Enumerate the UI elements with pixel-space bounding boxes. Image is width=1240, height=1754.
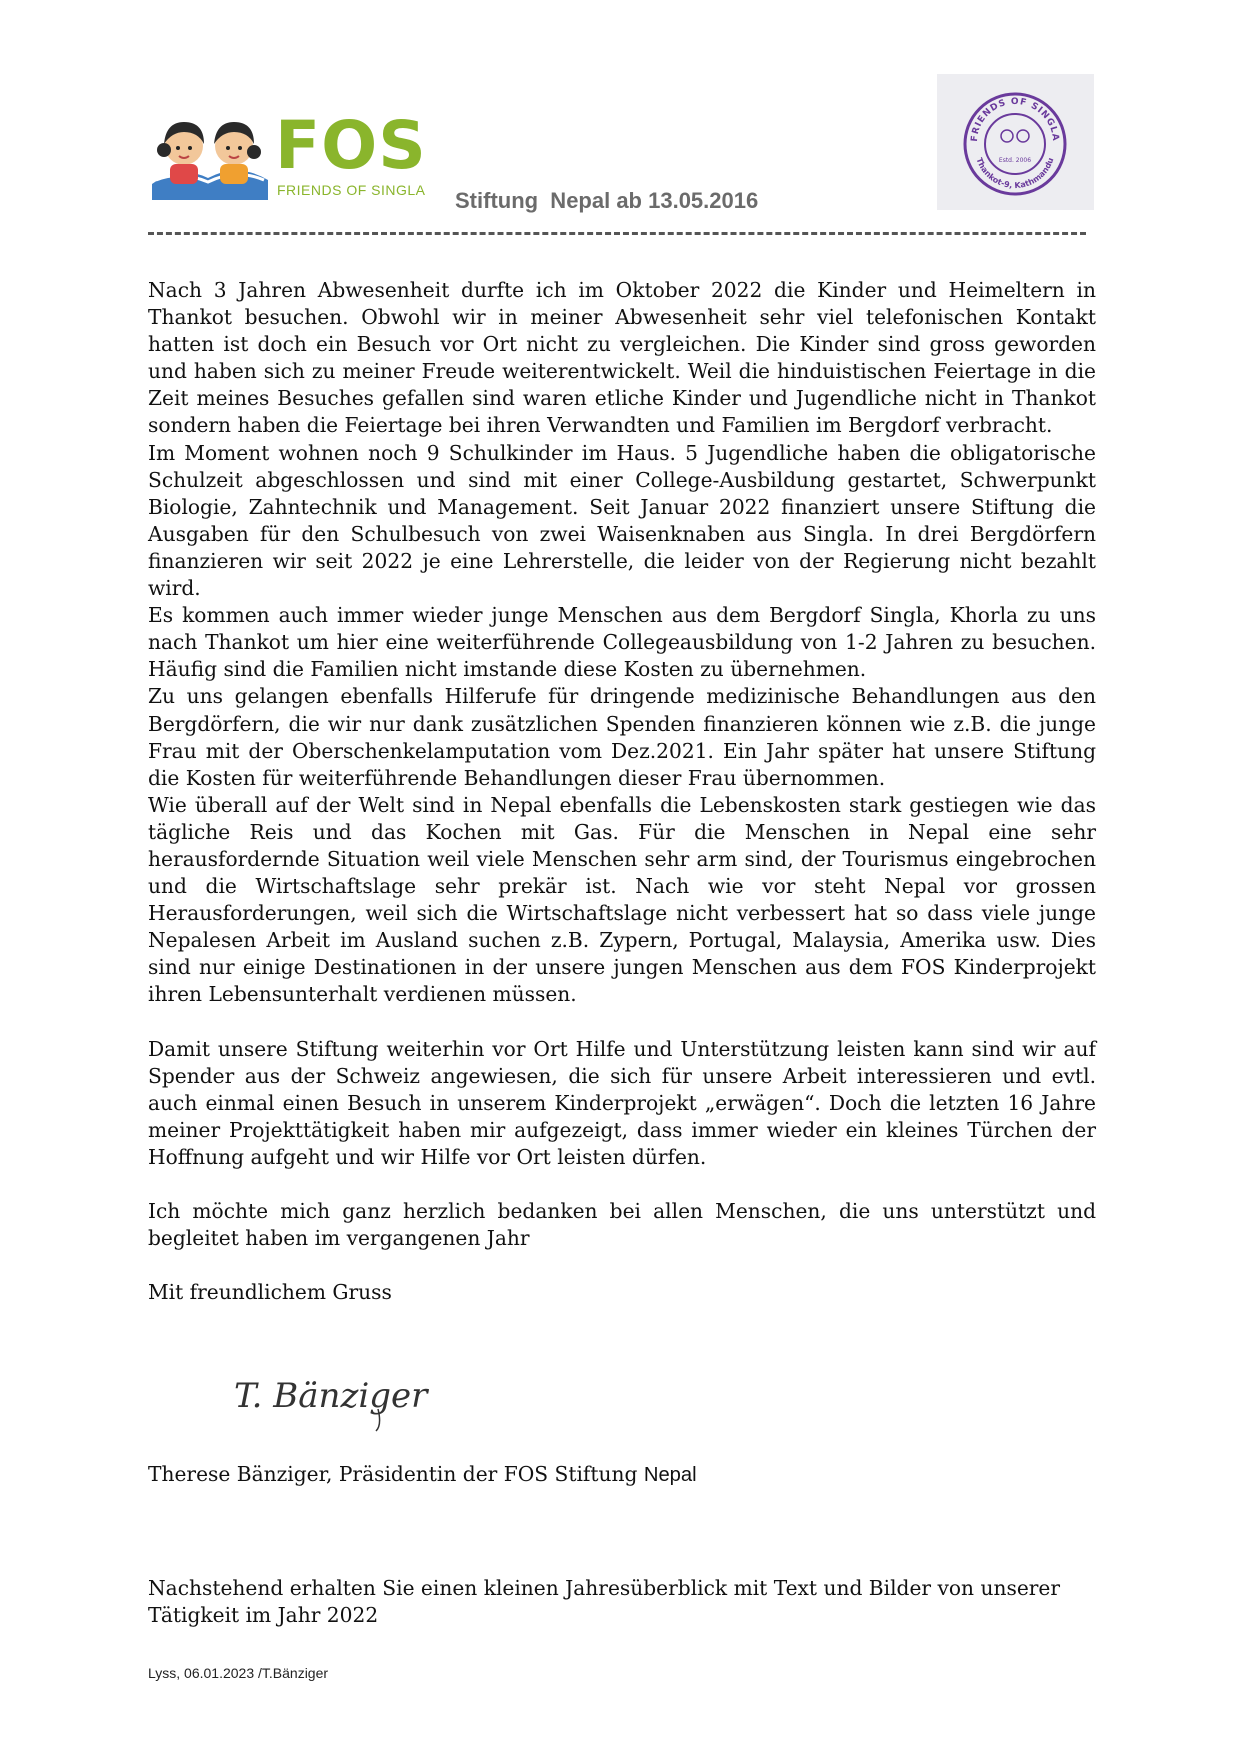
stamp-seal-icon [937, 74, 1094, 210]
two-children-icon [150, 114, 270, 200]
paragraph-college: Es kommen auch immer wieder junge Menschen aus dem Bergdorf Singla, Khorla zu uns nach Thankot um hier eine weiterführende Collegeausbildung von 1-2 Jahren zu besuchen. Häufig sind die Familien nicht imstande diese Kosten zu übernehmen. [148, 603, 1096, 682]
paragraph-visit: Nach 3 Jahren Abwesenheit durfte ich im Oktober 2022 die Kinder und Heimeltern in Thankot besuchen. Obwohl wir in meiner Abwesenheit sehr viel telefonischen Kontakt hatten ist doch ein Besuch vor Ort nicht zu vergleichen. Die Kinder sind gross geworden und haben sich zu meiner Freude weiterentwickelt. Weil die hinduistischen Feiertage in die Zeit meines Besuches gefallen sind waren etliche Kinder und Jugendliche nicht in Thankot sondern haben die Feiertage bei ihren Verwandten und Familien im Bergdorf verbracht. [148, 278, 1096, 438]
letter-body [148, 277, 1096, 1306]
closing-note-text: Nachstehend erhalten Sie einen kleinen Jahresüberblick mit Text und Bilder von unserer Tätigkeit im Jahr 2022 [148, 1576, 1061, 1628]
header-title: Stiftung Nepal ab 13.05.2016 [455, 188, 759, 213]
closing-note [148, 1575, 1096, 1629]
paragraph-greeting: Mit freundlichem Gruss [148, 1280, 392, 1305]
stamp-bottom-text: Thankot-9, Kathmandu [974, 156, 1056, 191]
fos-logo [150, 107, 430, 210]
stamp-center-text: Estd. 2006 [998, 157, 1032, 164]
header-divider [148, 232, 1086, 235]
paragraph-students: Im Moment wohnen noch 9 Schulkinder im Haus. 5 Jugendliche haben die obligatorische Schulzeit abgeschlossen und sind mit einer College-Ausbildung gestartet, Schwerpunkt Biologie, Zahntechnik und Management. Seit Januar 2022 finanziert unsere Stiftung die Ausgaben für den Schulbesuch von zwei Waisenknaben aus Singla. In drei Bergdörfern finanzieren wir seit 2022 je eine Lehrerstelle, die leider von der Regierung nicht bezahlt wird. [148, 440, 1096, 601]
signer-suffix: Nepal [643, 1464, 697, 1486]
logo-wordmark: FOS [275, 107, 427, 184]
paragraph-medical: Zu uns gelangen ebenfalls Hilferufe für dringende medizinische Behandlungen aus den Bergdörfern, die wir nur dank zusätzlichen Spenden finanzieren können wie z.B. die junge Frau mit der Oberschenkelamputation vom Dez.2021. Ein Jahr später hat unsere Stiftung die Kosten für weiterführende Behandlungen dieser Frau übernommen. [148, 684, 1096, 790]
signer-name: Therese Bänziger, Präsidentin der FOS Stiftung [148, 1462, 638, 1486]
place-date: Lyss, 06.01.2023 /T.Bänziger [148, 1665, 329, 1681]
paragraph-economy: Wie überall auf der Welt sind in Nepal ebenfalls die Lebenskosten stark gestiegen wie das tägliche Reis und das Kochen mit Gas. Für die Menschen in Nepal eine sehr herausfordernde Situation weil viele Menschen sehr arm sind, der Tourismus eingebrochen und die Wirtschaftslage sehr prekär ist. Nach wie vor steht Nepal vor grossen Herausforderungen, weil sich die Wirtschaftslage nicht verbessert hat so dass viele junge Nepalesen Arbeit im Ausland suchen z.B. Zypern, Portugal, Malaysia, Amerika usw. Dies sind nur einige Destinationen in der unsere jungen Menschen aus dem FOS Kinderprojekt ihren Lebensunterhalt verdienen müssen. [148, 792, 1096, 1007]
logo-subtitle: FRIENDS OF SINGLA [277, 182, 426, 198]
paragraph-thanks: Ich möchte mich ganz herzlich bedanken bei allen Menschen, die uns unterstützt und begleitet haben im vergangenen Jahr [148, 1199, 1096, 1251]
handwritten-signature [230, 1365, 430, 1440]
organisation-stamp [937, 74, 1094, 210]
stamp-top-text: FRIENDS OF SINGLA [969, 96, 1061, 143]
paragraph-donors: Damit unsere Stiftung weiterhin vor Ort Hilfe und Unterstützung leisten kann sind wir auf Spender aus der Schweiz angewiesen, die sich für unsere Arbeit interessieren und evtl. auch einmal einen Besuch in unserem Kinderprojekt „erwägen“. Doch die letzten 16 Jahre meiner Projekttätigkeit haben mir aufgezeigt, dass immer wieder ein kleines Türchen der Hoffnung aufgeht und wir Hilfe vor Ort leisten dürfen. [148, 1036, 1096, 1169]
signer-line [148, 1462, 697, 1487]
signature-text: T. Bänziger [234, 1376, 428, 1416]
